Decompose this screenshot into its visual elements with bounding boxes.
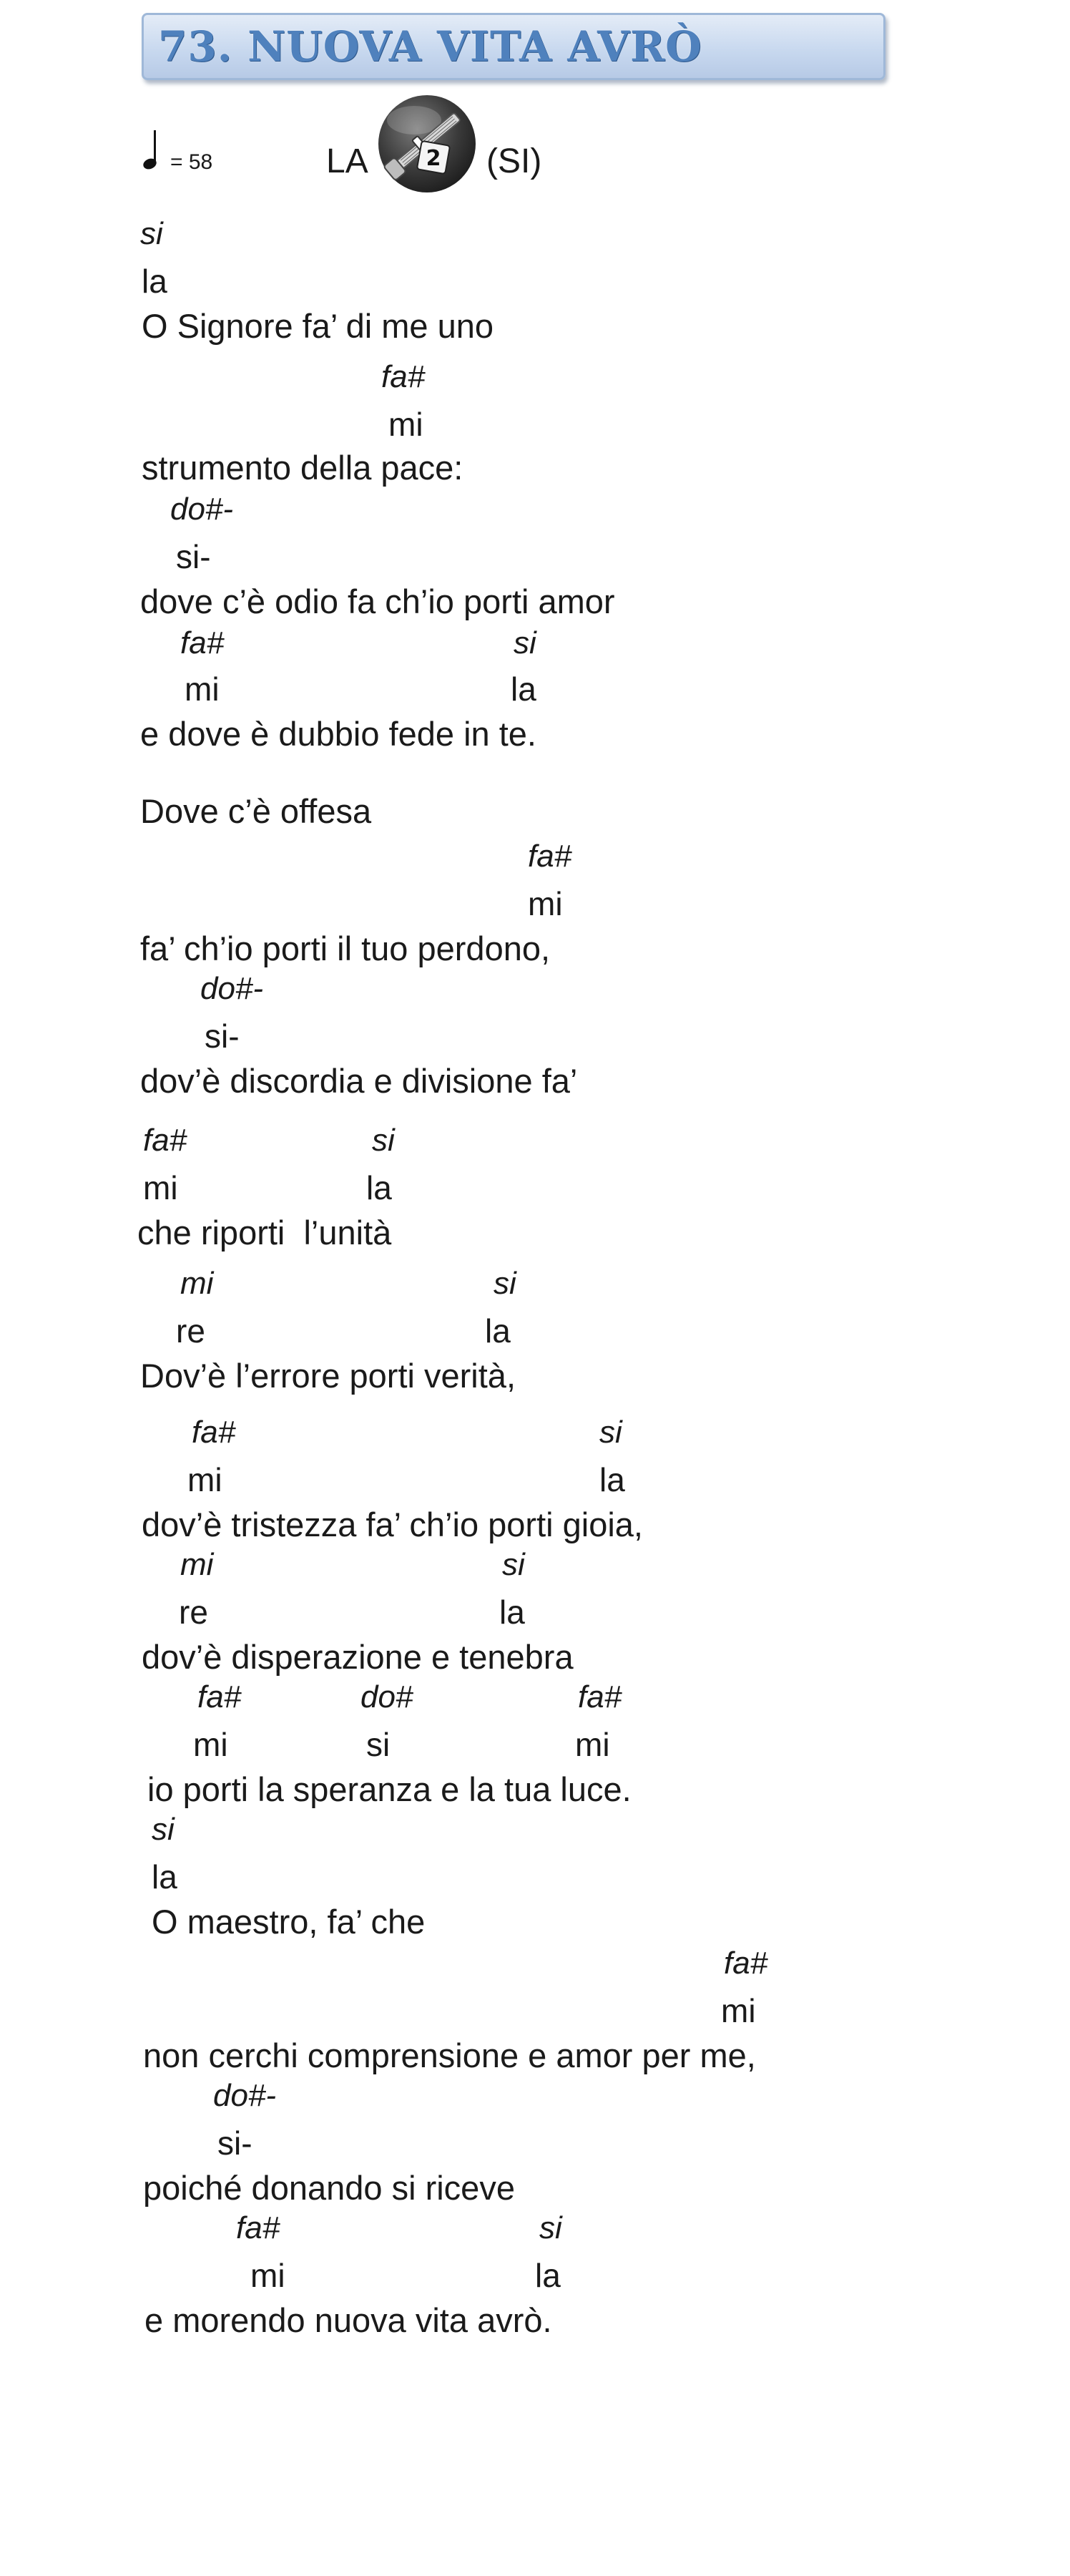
capo-number: 2 (426, 146, 441, 171)
chord-label: mi (185, 670, 220, 708)
chord-label: si (372, 1123, 395, 1158)
chord-label: si (366, 1726, 391, 1763)
chord-label: si (152, 1812, 175, 1847)
key-main: LA (326, 142, 368, 180)
chord-label: fa# (143, 1123, 187, 1158)
chord-label: fa# (724, 1946, 768, 1981)
chord-label: si- (176, 538, 211, 575)
chord-label: si (539, 2210, 562, 2245)
chord-label: la (599, 1461, 625, 1498)
chord-label: re (176, 1312, 205, 1350)
chord-label: fa# (578, 1679, 622, 1714)
lyric-line: che riporti l’unità (137, 1214, 392, 1252)
chord-label: mi (721, 1992, 756, 2029)
chord-label: si (140, 216, 163, 251)
lyric-line: e morendo nuova vita avrò. (144, 2301, 552, 2339)
chord-label: mi (143, 1169, 178, 1206)
chord-label: la (152, 1858, 177, 1896)
chord-label: mi (187, 1461, 222, 1498)
lyric-line: Dov’è l’errore porti verità, (140, 1357, 516, 1395)
chord-label: mi (250, 2257, 285, 2294)
chord-label: fa# (528, 839, 572, 874)
chord-label: la (499, 1594, 525, 1631)
lyric-line: dov’è tristezza fa’ ch’io porti gioia, (142, 1506, 643, 1543)
title-banner (142, 13, 885, 80)
chord-label: la (485, 1312, 511, 1350)
lyric-line: strumento della pace: (142, 449, 463, 487)
chord-label: fa# (381, 359, 426, 394)
chord-label: mi (193, 1726, 228, 1763)
chord-label: si- (217, 2124, 252, 2162)
chord-label: mi (528, 885, 563, 922)
chord-label: mi (180, 1547, 214, 1582)
chord-label: la (535, 2257, 561, 2294)
quarter-note-icon (154, 130, 156, 163)
tempo-value: = 58 (170, 150, 213, 174)
chord-label: si (494, 1266, 516, 1301)
lyric-line: Dove c’è offesa (140, 792, 372, 830)
chord-label: la (511, 670, 536, 708)
chord-label: la (366, 1169, 392, 1206)
chord-label: fa# (236, 2210, 280, 2245)
key-alternate: (SI) (486, 142, 542, 180)
chord-label: do#- (200, 971, 264, 1006)
lyric-line: O maestro, fa’ che (152, 1903, 426, 1941)
lyric-line: io porti la speranza e la tua luce. (147, 1770, 632, 1808)
lyric-line: non cerchi comprensione e amor per me, (143, 2036, 756, 2074)
lyric-line: fa’ ch’io porti il tuo perdono, (140, 930, 551, 967)
chord-label: mi (180, 1266, 214, 1301)
chord-label: si (502, 1547, 525, 1582)
capo-guitar-icon (375, 92, 479, 196)
lyric-line: O Signore fa’ di me uno (142, 307, 494, 345)
chord-label: re (179, 1594, 208, 1631)
lyric-line: dove c’è odio fa ch’io porti amor (140, 582, 615, 620)
tempo-marking (143, 130, 250, 180)
chord-label: fa# (180, 625, 225, 660)
chord-label: si (514, 625, 536, 660)
chord-label: si (599, 1415, 622, 1450)
chord-label: la (142, 263, 167, 300)
chord-label: mi (575, 1726, 610, 1763)
chord-label: fa# (192, 1415, 236, 1450)
lyric-line: poiché donando si riceve (143, 2169, 515, 2207)
chord-label: do# (360, 1679, 413, 1714)
chord-label: mi (388, 406, 423, 443)
lyric-line: dov’è discordia e divisione fa’ (140, 1062, 578, 1100)
lyric-line: e dove è dubbio fede in te. (140, 715, 536, 753)
chord-label: si- (205, 1018, 240, 1055)
chord-label: do#- (213, 2078, 277, 2113)
page-title: 73. NUOVA VITA AVRÒ (158, 22, 702, 71)
lyric-line: dov’è disperazione e tenebra (142, 1638, 574, 1676)
chord-label: do#- (170, 492, 234, 527)
chord-label: fa# (197, 1679, 242, 1714)
